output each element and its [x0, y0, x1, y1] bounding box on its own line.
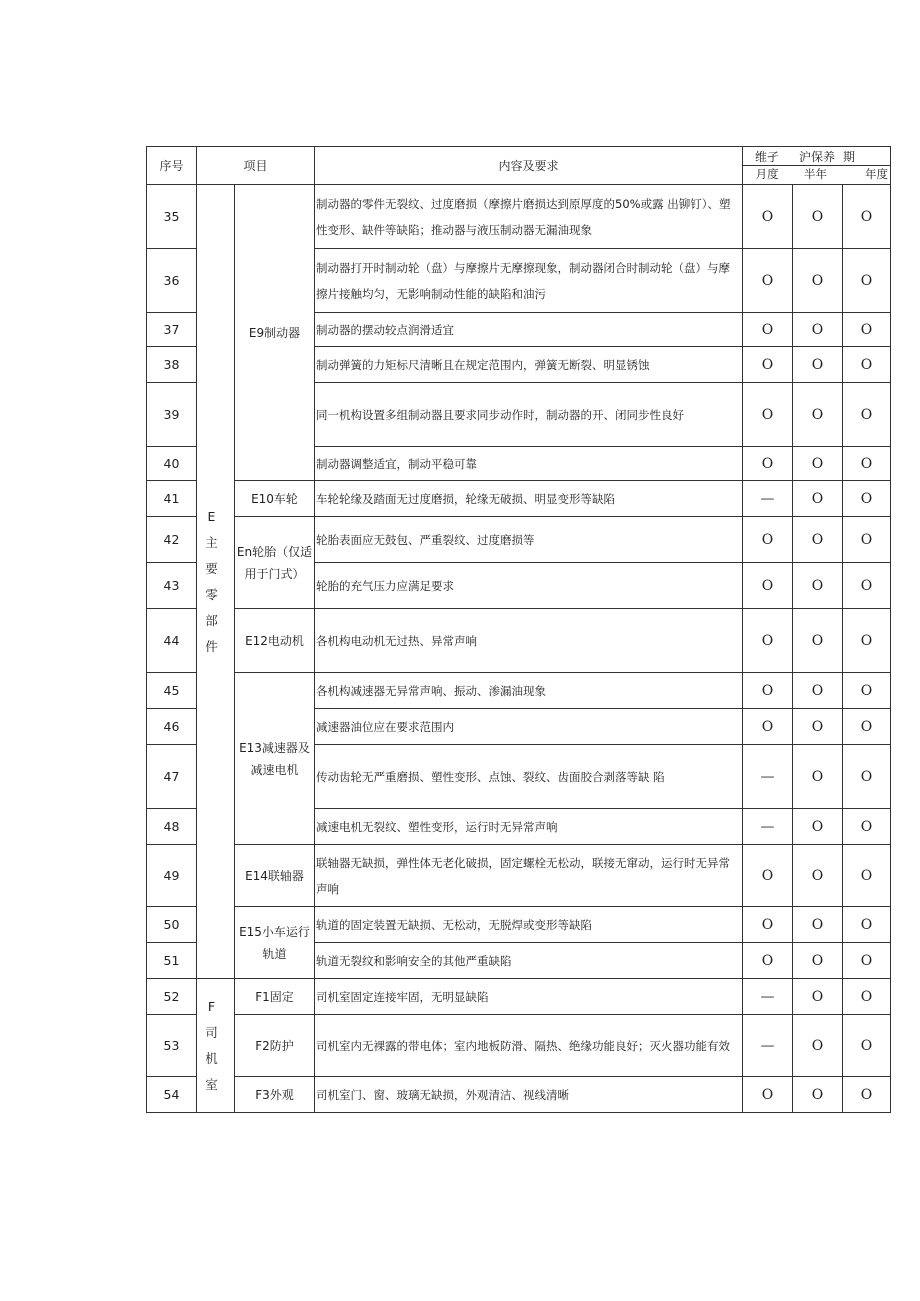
- requirement-text: 减速电机无裂纹、塑性变形，运行时无异常声响: [315, 809, 743, 845]
- mark-halfyear: O: [793, 809, 843, 845]
- cycle-title-part-3: 期: [843, 150, 856, 164]
- subitem-E9: E9制动器: [235, 185, 315, 481]
- cycle-monthly: 月度: [755, 167, 779, 181]
- row-number: 46: [147, 709, 197, 745]
- mark-monthly: —: [743, 1015, 793, 1077]
- mark-monthly: O: [743, 249, 793, 313]
- mark-halfyear: O: [793, 383, 843, 447]
- mark-halfyear: O: [793, 1077, 843, 1113]
- requirement-text: 轮胎的充气压力应满足要求: [315, 563, 743, 609]
- requirement-text: 司机室内无裸露的带电体；室内地板防滑、隔热、绝缘功能良好；灭火器功能有效: [315, 1015, 743, 1077]
- row-number: 49: [147, 845, 197, 907]
- requirement-text: 同一机构设置多组制动器且要求同步动作时，制动器的开、闭同步性良好: [315, 383, 743, 447]
- row-number: 40: [147, 447, 197, 481]
- mark-yearly: O: [843, 563, 891, 609]
- requirement-text: 制动器的摆动较点润滑适宜: [315, 313, 743, 347]
- mark-halfyear: O: [793, 249, 843, 313]
- mark-halfyear: O: [793, 347, 843, 383]
- header-row: [147, 147, 891, 185]
- mark-yearly: O: [843, 979, 891, 1015]
- row-number: 42: [147, 517, 197, 563]
- mark-monthly: O: [743, 709, 793, 745]
- mark-yearly: O: [843, 907, 891, 943]
- cycle-title: [743, 147, 890, 166]
- mark-yearly: O: [843, 1015, 891, 1077]
- requirement-text: 各机构电动机无过热、异常声响: [315, 609, 743, 673]
- row-number: 35: [147, 185, 197, 249]
- mark-monthly: O: [743, 943, 793, 979]
- mark-monthly: O: [743, 383, 793, 447]
- mark-halfyear: O: [793, 943, 843, 979]
- mark-monthly: —: [743, 979, 793, 1015]
- requirement-text: 传动齿轮无严重磨损、塑性变形、点蚀、裂纹、齿面胶合剥落等缺 陷: [315, 745, 743, 809]
- requirement-text: 轨道的固定装置无缺损、无松动，无脱焊或变形等缺陷: [315, 907, 743, 943]
- header-cycle: [743, 147, 891, 185]
- table-row: [147, 185, 891, 249]
- subitem-E11: En轮胎（仅适用于门式）: [235, 517, 315, 609]
- requirement-text: 轨道无裂纹和影响安全的其他严重缺陷: [315, 943, 743, 979]
- group-F: F 司 机 室: [197, 979, 235, 1113]
- requirement-text: 车轮轮缘及踏面无过度磨损，轮缘无破损、明显变形等缺陷: [315, 481, 743, 517]
- mark-monthly: —: [743, 481, 793, 517]
- mark-yearly: O: [843, 745, 891, 809]
- row-number: 51: [147, 943, 197, 979]
- group-E: E 主 要 零 部 件: [197, 185, 235, 979]
- requirement-text: 制动弹簧的力矩标尺清晰且在规定范围内，弹簧无断裂、明显锈蚀: [315, 347, 743, 383]
- mark-halfyear: O: [793, 673, 843, 709]
- mark-yearly: O: [843, 249, 891, 313]
- cycle-halfyear: 半年: [804, 167, 827, 181]
- mark-halfyear: O: [793, 481, 843, 517]
- cycle-title-part-1: 维孑: [755, 150, 780, 164]
- requirement-text: 联轴器无缺损，弹性体无老化破损，固定螺栓无松动，联接无窜动，运行时无异常声响: [315, 845, 743, 907]
- header-item: 项目: [197, 147, 315, 185]
- subitem-E15: E15小车运行轨道: [235, 907, 315, 979]
- subitem-E10: E10车轮: [235, 481, 315, 517]
- table-row: [147, 1015, 891, 1077]
- mark-monthly: —: [743, 809, 793, 845]
- requirement-text: 司机室固定连接牢固，无明显缺陷: [315, 979, 743, 1015]
- table-row: [147, 609, 891, 673]
- table-row: [147, 481, 891, 517]
- mark-yearly: O: [843, 845, 891, 907]
- mark-halfyear: O: [793, 979, 843, 1015]
- mark-monthly: O: [743, 347, 793, 383]
- table-row: [147, 907, 891, 943]
- requirement-text: 减速器油位应在要求范围内: [315, 709, 743, 745]
- row-number: 37: [147, 313, 197, 347]
- mark-yearly: O: [843, 313, 891, 347]
- table-row: [147, 673, 891, 709]
- requirement-text: 制动器的零件无裂纹、过度磨损（摩擦片磨损达到原厚度的50%或露 出铆钉）、塑性变形、缺件等缺陷；推动器与液压制动器无漏油现象: [315, 185, 743, 249]
- row-number: 50: [147, 907, 197, 943]
- requirement-text: 司机室门、窗、玻璃无缺损，外观清洁、视线清晰: [315, 1077, 743, 1113]
- mark-halfyear: O: [793, 609, 843, 673]
- cycle-columns: [743, 166, 890, 184]
- mark-monthly: O: [743, 185, 793, 249]
- mark-halfyear: O: [793, 563, 843, 609]
- mark-monthly: O: [743, 563, 793, 609]
- mark-yearly: O: [843, 609, 891, 673]
- mark-monthly: O: [743, 845, 793, 907]
- row-number: 52: [147, 979, 197, 1015]
- mark-halfyear: O: [793, 313, 843, 347]
- mark-monthly: O: [743, 313, 793, 347]
- mark-monthly: O: [743, 673, 793, 709]
- table-row: [147, 1077, 891, 1113]
- mark-yearly: O: [843, 673, 891, 709]
- subitem-E12: E12电动机: [235, 609, 315, 673]
- mark-yearly: O: [843, 709, 891, 745]
- mark-halfyear: O: [793, 447, 843, 481]
- requirement-text: 各机构减速器无异常声响、振动、渗漏油现象: [315, 673, 743, 709]
- mark-monthly: —: [743, 745, 793, 809]
- mark-halfyear: O: [793, 745, 843, 809]
- mark-monthly: O: [743, 907, 793, 943]
- cycle-yearly: 年度: [865, 167, 888, 181]
- requirement-text: 制动器打开时制动轮（盘）与摩擦片无摩擦现象，制动器闭合时制动轮（盘）与摩擦片接触均匀，无影响制动性能的缺陷和油污: [315, 249, 743, 313]
- mark-yearly: O: [843, 943, 891, 979]
- header-content: 内容及要求: [315, 147, 743, 185]
- requirement-text: 轮胎表面应无鼓包、严重裂纹、过度磨损等: [315, 517, 743, 563]
- mark-halfyear: O: [793, 185, 843, 249]
- table-row: [147, 845, 891, 907]
- mark-yearly: O: [843, 517, 891, 563]
- header-seq: 序号: [147, 147, 197, 185]
- mark-halfyear: O: [793, 1015, 843, 1077]
- mark-monthly: O: [743, 447, 793, 481]
- maintenance-table: [146, 146, 891, 1113]
- mark-monthly: O: [743, 517, 793, 563]
- mark-halfyear: O: [793, 517, 843, 563]
- mark-yearly: O: [843, 347, 891, 383]
- row-number: 39: [147, 383, 197, 447]
- mark-halfyear: O: [793, 845, 843, 907]
- mark-yearly: O: [843, 1077, 891, 1113]
- row-number: 38: [147, 347, 197, 383]
- row-number: 44: [147, 609, 197, 673]
- row-number: 53: [147, 1015, 197, 1077]
- subitem-F2: F2防护: [235, 1015, 315, 1077]
- mark-monthly: O: [743, 609, 793, 673]
- mark-halfyear: O: [793, 709, 843, 745]
- subitem-F3: F3外观: [235, 1077, 315, 1113]
- row-number: 41: [147, 481, 197, 517]
- row-number: 48: [147, 809, 197, 845]
- row-number: 45: [147, 673, 197, 709]
- table-row: [147, 517, 891, 563]
- subitem-F1: F1固定: [235, 979, 315, 1015]
- mark-halfyear: O: [793, 907, 843, 943]
- mark-yearly: O: [843, 185, 891, 249]
- cycle-title-part-2: 沪保养: [799, 150, 836, 164]
- mark-yearly: O: [843, 809, 891, 845]
- requirement-text: 制动器调整适宜，制动平稳可靠: [315, 447, 743, 481]
- mark-yearly: O: [843, 383, 891, 447]
- subitem-E13: E13减速器及减速电机: [235, 673, 315, 845]
- table-row: [147, 979, 891, 1015]
- subitem-E14: E14联轴器: [235, 845, 315, 907]
- mark-yearly: O: [843, 447, 891, 481]
- row-number: 43: [147, 563, 197, 609]
- mark-yearly: O: [843, 481, 891, 517]
- row-number: 47: [147, 745, 197, 809]
- row-number: 36: [147, 249, 197, 313]
- mark-monthly: O: [743, 1077, 793, 1113]
- row-number: 54: [147, 1077, 197, 1113]
